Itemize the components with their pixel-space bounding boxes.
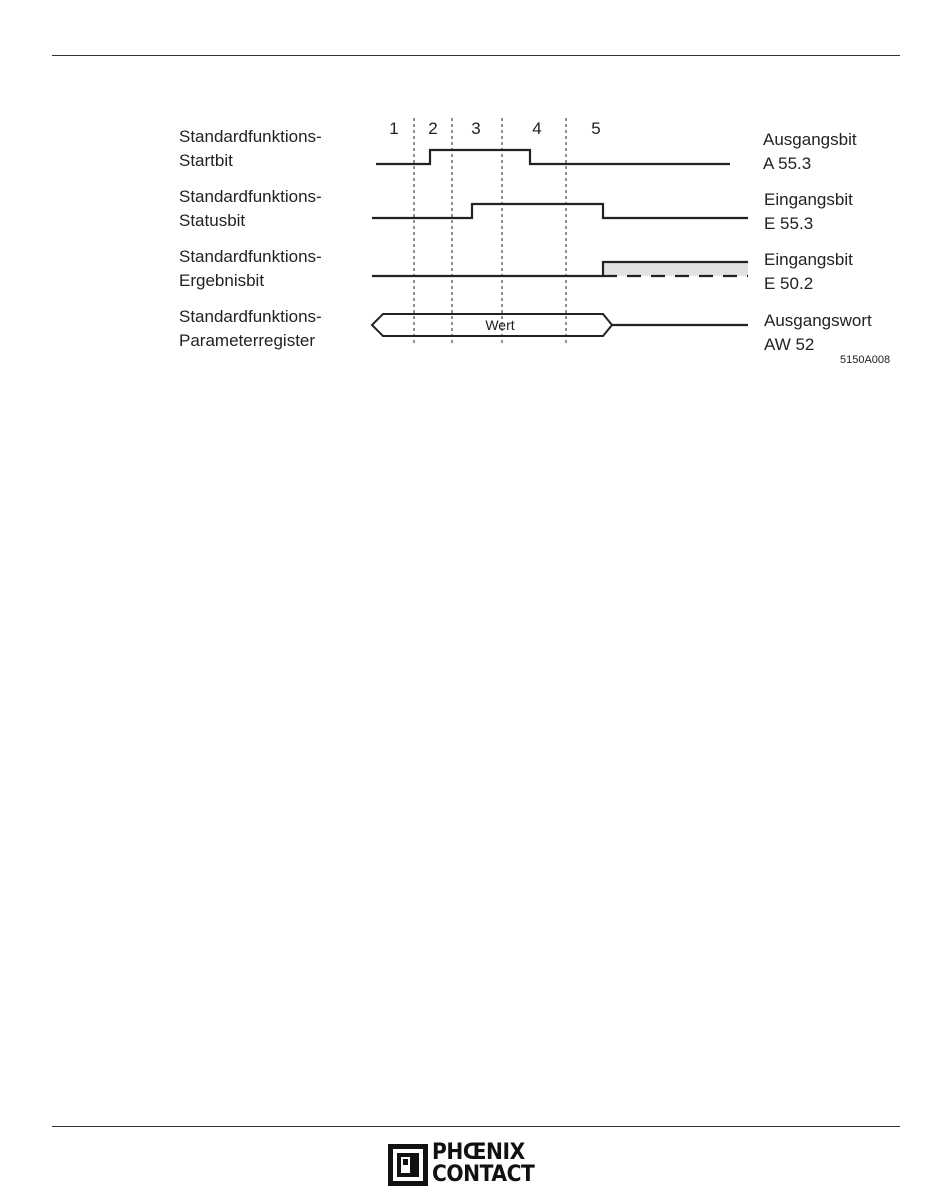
logo-wordmark: PHŒNIX CONTACT (432, 1140, 535, 1187)
phase-number: 2 (428, 119, 438, 138)
phase-number: 5 (591, 119, 601, 138)
startbit-waveform (376, 150, 730, 164)
statusbit-waveform (372, 204, 748, 218)
footer-rule (52, 1126, 900, 1127)
eingangsbit-status-label: Eingangsbit E 55.3 (764, 190, 853, 233)
phase-number: 3 (471, 119, 481, 138)
figure-reference: 5150A008 (840, 354, 891, 366)
parameterregister-label: Standardfunktions- Parameterregister (179, 307, 322, 350)
startbit-label: Standardfunktions- Startbit (179, 127, 322, 170)
phoenix-contact-logo (388, 1142, 568, 1190)
phase-number: 1 (389, 119, 399, 138)
ergebnisbit-shaded-area (603, 262, 748, 276)
ergebnisbit-label: Standardfunktions- Ergebnisbit (179, 247, 322, 290)
phoenix-contact-logo-icon (388, 1144, 428, 1186)
eingangsbit-ergebnis-label: Eingangsbit E 50.2 (764, 250, 853, 293)
phase-number: 4 (532, 119, 542, 138)
ausgangswort-label: Ausgangswort AW 52 (764, 311, 872, 354)
statusbit-label: Standardfunktions- Statusbit (179, 187, 322, 230)
ausgangsbit-label: Ausgangsbit A 55.3 (763, 130, 857, 173)
bus-value-label: Wert (485, 317, 515, 333)
